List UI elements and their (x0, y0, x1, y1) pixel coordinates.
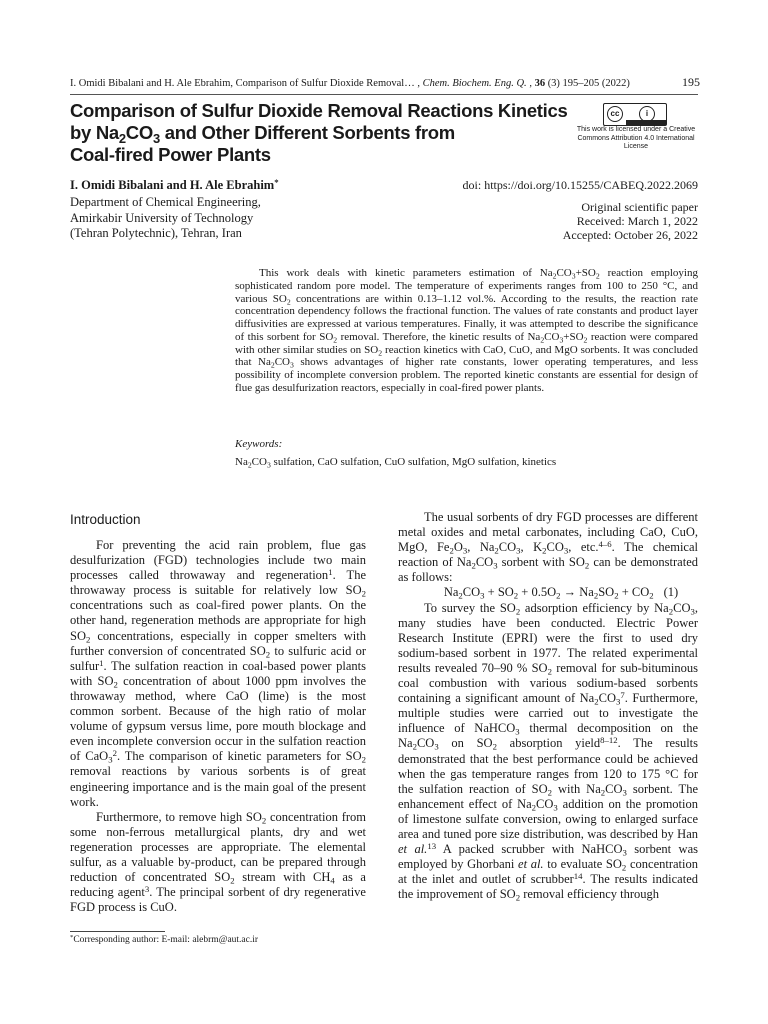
footnote-rule (70, 931, 165, 932)
title-line-3: Coal-fired Power Plants (70, 144, 271, 165)
journal-name: Chem. Biochem. Eng. Q. (422, 78, 527, 89)
keywords-list: $Na_2CO_3$ sulfation, CaO sulfation, CuO sulfation, MgO sulfation, kinetics (235, 456, 557, 470)
running-head (70, 75, 700, 89)
received-date: Received: March 1, 2022 (576, 214, 698, 228)
accepted-date: Accepted: October 26, 2022 (562, 228, 698, 242)
article-info (480, 200, 698, 242)
article-title (70, 100, 570, 166)
authors: I. Omidi Bibalani and H. Ale Ebrahim* (70, 177, 279, 192)
running-head-authors: I. Omidi Bibalani and H. Ale Ebrahim, Comparison of Sulfur Dioxide Removal… , (70, 78, 423, 89)
section-heading-introduction: Introduction (70, 512, 141, 527)
title-line-1: Comparison of Sulfur Dioxide Removal Reactions Kinetics (70, 100, 568, 121)
affiliation-line-1: Department of Chemical Engineering, (70, 195, 261, 209)
keywords-label: Keywords: (235, 438, 283, 450)
issue-pages: (3) 195–205 (2022) (545, 78, 630, 89)
right-column (398, 510, 698, 902)
by-bar (626, 120, 666, 125)
abstract-text: This work deals with kinetic parameters estimation of $Na_2CO_3+SO_2$ reaction employing sophisticated random pore model. The temperature of experiments ranges from 100 to 250 °C, and various $SO_2$ concentrations are within 0.13–1.12 vol.%. According to the results, the reaction rate concentration dependency follows the fractional function. The values of rate constants and product layer diffusivities are expressed at various temperatures. Finally, it was attempted to describe the significance of this sorbent for $SO_2$ removal. Therefore, the kinetic results of $Na_2CO_3+SO_2$ reaction were compared with other similar studies on $SO_2$ reaction kinetics with CaO, CuO, and MgO sorbents. It was concluded that $Na_2CO_3$ shows advantages of higher rate constants, lower operating temperatures, and less possibility of incomplete conversion problem. The reported kinetic constants are essential for design of flue gas desulfurization reactors, especially in coal-fired power plants. (235, 267, 699, 394)
affiliation (70, 195, 261, 242)
equation-1: $Na_2CO_3 + SO_2 + 0.5O_2 \to Na_2SO_2 + CO_2$ (1) (443, 585, 679, 602)
cc-icon: cc (607, 106, 623, 122)
running-head-sep: , (526, 78, 535, 89)
doi-link[interactable]: doi: https://doi.org/10.15255/CABEQ.2022.2069 (462, 178, 698, 192)
attribution-icon: i (639, 106, 655, 122)
page-number: 195 (682, 75, 700, 89)
left-column (70, 538, 366, 915)
equation-number: (1) (663, 585, 679, 600)
volume: 36 (534, 78, 546, 89)
cc-license-badge[interactable] (603, 103, 667, 126)
abstract (235, 267, 698, 395)
affiliation-line-3: (Tehran Polytechnic), Tehran, Iran (70, 226, 242, 240)
corresponding-mark: * (274, 177, 279, 188)
right-paragraph-2: To survey the $SO_2$ adsorption efficiency by $Na_2CO_3$, many studies have been conducted. Electric Power Research Institute (EPRI) were the first to used dry sodium-based sorbent in 1977. The related experimental results revealed 70–90 % $SO_2$ removal for sub-bituminous coal combustion with various sodium-based sorbents containing a significant amount of $Na_2CO_3^7$. Furthermore, multiple studies were carried out to investigate the influence of NaHCO$_3$ thermal decomposition on the $Na_2CO_3$ on $SO_2$ absorption yield$^{8-12}$. The results demonstrated that the best performance could be achieved when the gas temperature ranges from 120 to 175 °C for the sulfation reaction of $SO_2$ with $Na_2CO_3$ sorbent. The enhancement effect of $Na_2CO_3$ addition on the promotion of limestone sulfate conversion, owing to enlarged surface area and tuned pore size distribution, was described by Han et al.$^{13}$ A packed scrubber with NaHCO$_3$ sorbent was employed by Ghorbani et al. to evaluate $SO_2$ concentration at the inlet and outlet of scrubber$^{14}$. The results indicated the improvement of $SO_2$ removal efficiency through (398, 600, 699, 903)
title-line-2: by $Na_2CO_3$ and Other Different Sorbents from (70, 122, 455, 146)
article-type: Original scientific paper (581, 200, 698, 214)
affiliation-line-2: Amirkabir University of Technology (70, 210, 254, 225)
intro-paragraph-2: Furthermore, to remove high $SO_2$ concentration from some non-ferrous metallurgical plants, dry and wet regeneration processes are appropriate. The elemental sulfur, as a valuable by-product, can be prepared through reduction of concentrated $SO_2$ stream with $CH_4$ as a reducing agent$^3$. The principal sorbent of dry regenerative FGD process is CuO. (70, 809, 366, 915)
right-paragraph-1: The usual sorbents of dry FGD processes are different metal oxides and metal carbonates, including CaO, CuO, MgO, $Fe_2O_3$, $Na_2CO_3$, $K_2CO_3$, etc.$^{4-6}$. The chemical reaction of $Na_2CO_3$ sorbent with $SO_2$ can be demonstrated as follows: (398, 510, 699, 585)
intro-paragraph-1: For preventing the acid rain problem, flue gas desulfurization (FGD) technologies include two main processes called throwaway and regeneration$^1$. The throwaway process is suitable for relatively low $SO_2$ concentrations such as coal-fired power plants. On the other hand, regeneration methods are appropriate for high $SO_2$ concentrations, especially in copper smelters with further conversion of concentrated $SO_2$ to sulfuric acid or sulfur$^1$. The sulfation reaction in coal-based power plants with $SO_2$ concentration of about 1000 ppm involves the throwaway method, where CaO (lime) is the most common sorbent. Because of the high ratio of molar volume of gypsum versus lime, pore mouth blockage and even incomplete conversion occur in the sulfation reaction of CaO$_3^2$. The comparison of kinetic parameters for $SO_2$ removal reactions by various sorbents is of great engineering importance and is the main goal of the present work. (70, 538, 366, 809)
footnote: *Corresponding author: E-mail: alebrm@aut.ac.ir (70, 934, 259, 945)
header-rule (70, 94, 698, 95)
license-note: This work is licensed under a Creative Commons Attribution 4.0 International License (576, 126, 696, 150)
